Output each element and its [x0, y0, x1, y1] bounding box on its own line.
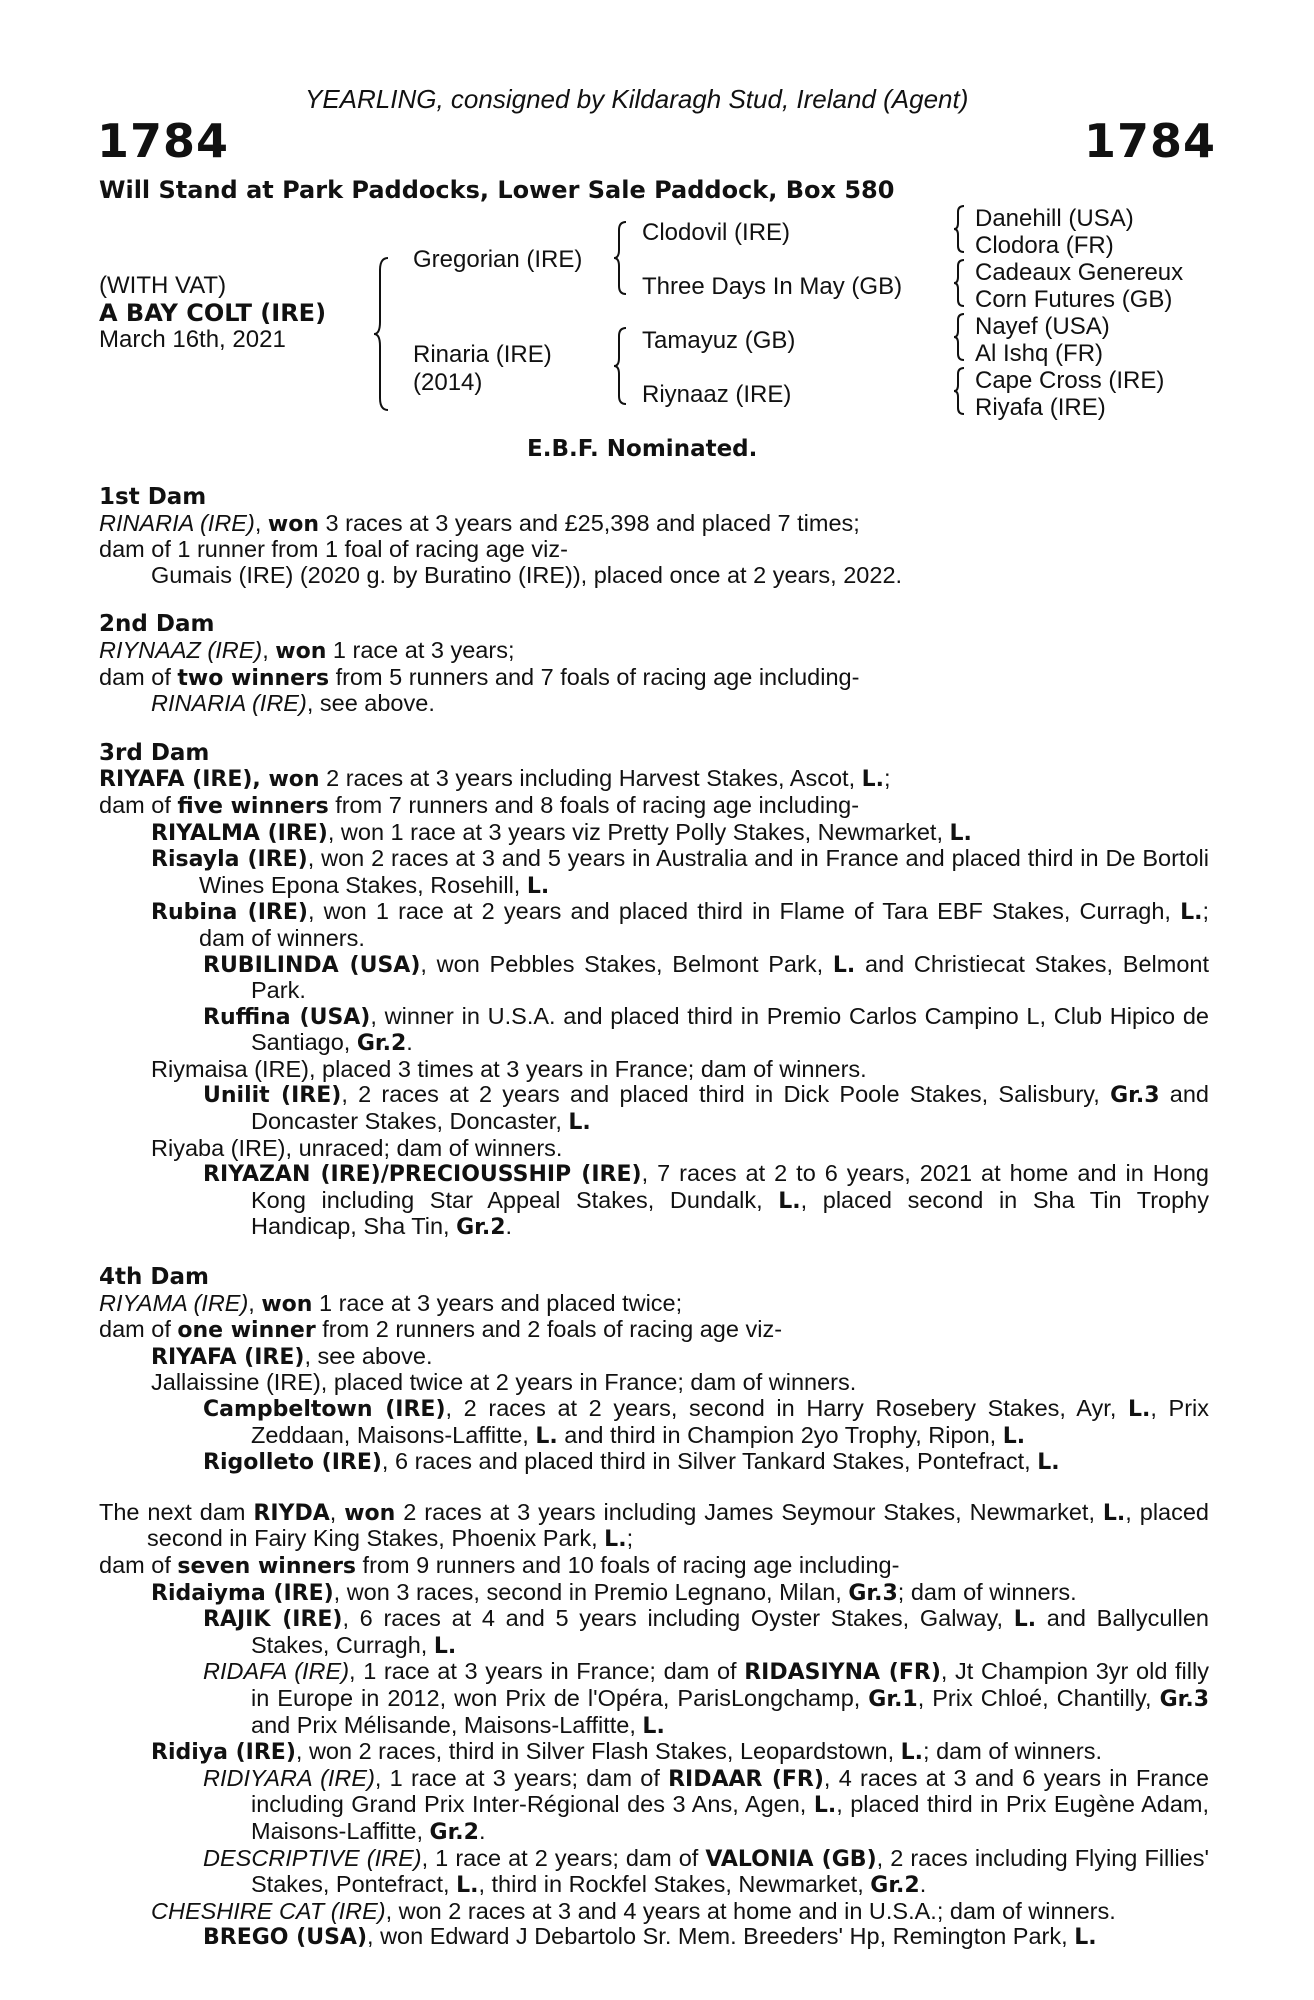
produce-entry: Unilit (IRE), 2 races at 2 years and placed third in Dick Poole Stakes, Salisbury, Gr.3 and Doncaster Stakes, Doncaster, L. [203, 1081, 1209, 1136]
produce-entry: BREGO (USA), won Edward J Debartolo Sr. Mem. Breeders' Hp, Remington Park, L. [203, 1923, 1097, 1951]
pedigree-brace-sd [952, 258, 968, 308]
lot-number-left: 1784 [97, 114, 230, 168]
pedigree-ddd: Riyafa (IRE) [975, 394, 1106, 421]
pedigree-dam: Rinaria (IRE) [413, 341, 552, 368]
first-dam-heading: 1st Dam [99, 484, 207, 510]
pedigree-sire-sire: Clodovil (IRE) [642, 219, 791, 246]
second-dam-line: RIYNAAZ (IRE), won 1 race at 3 years; [99, 636, 515, 664]
pedigree-dam-sire: Tamayuz (GB) [642, 327, 796, 354]
produce-entry: RIYAZAN (IRE)/PRECIOUSSHIP (IRE), 7 races at 2 to 6 years, 2021 at home and in Hong Kong including Star Appeal Stakes, Dundalk, L., placed second in Sha Tin Trophy Handicap, Sha Tin, Gr.2. [203, 1160, 1209, 1241]
pedigree-dam-year: (2014) [413, 369, 483, 396]
second-dam-heading: 2nd Dam [99, 611, 215, 638]
pedigree-brace-main [372, 256, 392, 412]
produce-entry: Rigolleto (IRE), 6 races and placed third in Silver Tankard Stakes, Pontefract, L. [203, 1448, 1060, 1476]
pedigree-dds: Cape Cross (IRE) [975, 367, 1165, 394]
produce-entry: DESCRIPTIVE (IRE), 1 race at 2 years; dam of VALONIA (GB), 2 races including Flying Fillies' Stakes, Pontefract, L., third in Rockfel Stakes, Newmarket, Gr.2. [203, 1844, 1209, 1899]
pedigree-brace-ss [952, 204, 968, 254]
produce-entry: Ruffina (USA), winner in U.S.A. and placed third in Premio Carlos Campino L, Club Hipico de Santiago, Gr.2. [203, 1002, 1209, 1057]
produce-entry: Riyaba (IRE), unraced; dam of winners. [151, 1134, 563, 1161]
produce-entry: Risayla (IRE), won 2 races at 3 and 5 years in Australia and in France and placed third in De Bortoli Wines Epona Stakes, Rosehill, L. [151, 845, 1209, 899]
catalogue-body [99, 485, 1209, 1951]
pedigree-brace-sire [612, 220, 630, 296]
first-dam-foal: Gumais (IRE) (2020 g. by Buratino (IRE)), placed once at 2 years, 2022. [151, 561, 903, 588]
pedigree-sire-dam: Three Days In May (GB) [642, 273, 903, 300]
produce-entry: Ridiya (IRE), won 2 races, third in Silver Flash Stakes, Leopardstown, L.; dam of winners. [151, 1738, 1102, 1766]
produce-entry: RUBILINDA (USA), won Pebbles Stakes, Belmont Park, L. and Christiecat Stakes, Belmont Park. [203, 950, 1209, 1004]
produce-entry: Campbeltown (IRE), 2 races at 2 years, second in Harry Rosebery Stakes, Ayr, L., Prix Zeddaan, Maisons-Laffitte, L. and third in Champion 2yo Trophy, Ripon, L. [203, 1395, 1210, 1449]
third-dam-produce: dam of five winners from 7 runners and 8 foals of racing age including- [99, 791, 860, 819]
produce-entry: RIDIYARA (IRE), 1 race at 3 years; dam of RIDAAR (FR), 4 races at 3 and 6 years in France including Grand Prix Inter-Régional des 3 Ans, Agen, L., placed third in Prix Eugène Adam, Maisons-Laffitte, Gr.2. [203, 1764, 1209, 1845]
fourth-dam-heading: 4th Dam [99, 1264, 209, 1291]
pedigree-dsd: Al Ishq (FR) [975, 340, 1104, 367]
pedigree-brace-ds [952, 312, 968, 362]
produce-entry: Riymaisa (IRE), placed 3 times at 3 years in France; dam of winners. [151, 1055, 867, 1082]
ebf-nominated: E.B.F. Nominated. [527, 436, 758, 462]
pedigree-dam-dam: Riynaaz (IRE) [642, 381, 792, 408]
pedigree-brace-dd [952, 366, 968, 416]
lot-number-right: 1784 [1084, 114, 1217, 168]
pedigree-dss: Nayef (USA) [975, 313, 1110, 340]
second-dam-produce: dam of two winners from 5 runners and 7 foals of racing age including- [99, 663, 860, 691]
produce-entry: RIDAFA (IRE), 1 race at 3 years in France; dam of RIDASIYNA (FR), Jt Champion 3yr old filly in Europe in 2012, won Prix de l'Opéra, ParisLongchamp, Gr.1, Prix Chloé, Chantilly, Gr.3 and Prix Mélisande, Maisons-Laffitte, L. [203, 1658, 1209, 1739]
pedigree-sire: Gregorian (IRE) [413, 246, 583, 273]
first-dam-produce: dam of 1 runner from 1 foal of racing age viz- [99, 536, 568, 563]
fourth-dam-line: RIYAMA (IRE), won 1 race at 3 years and placed twice; [99, 1289, 683, 1317]
pedigree-brace-dam [612, 326, 630, 406]
produce-entry: RIYAFA (IRE), see above. [151, 1342, 433, 1370]
second-dam-foal: RINARIA (IRE), see above. [151, 690, 435, 717]
produce-entry: Rubina (IRE), won 1 race at 2 years and placed third in Flame of Tara EBF Stakes, Curragh, L.; dam of winners. [151, 898, 1209, 951]
consignment-line: YEARLING, consigned by Kildaragh Stud, Ireland (Agent) [305, 84, 969, 114]
pedigree-sss: Danehill (USA) [975, 205, 1134, 232]
vat-note: (WITH VAT) [99, 272, 227, 299]
stand-location: Will Stand at Park Paddocks, Lower Sale Paddock, Box 580 [99, 176, 895, 204]
produce-entry: RIYALMA (IRE), won 1 race at 3 years viz Pretty Polly Stakes, Newmarket, L. [151, 818, 972, 846]
first-dam-line: RINARIA (IRE), won 3 races at 3 years and £25,398 and placed 7 times; [99, 509, 860, 537]
third-dam-heading: 3rd Dam [99, 739, 210, 766]
horse-dob: March 16th, 2021 [99, 326, 286, 353]
produce-entry: Ridaiyma (IRE), won 3 races, second in Premio Legnano, Milan, Gr.3; dam of winners. [151, 1578, 1077, 1606]
horse-name: A BAY COLT (IRE) [99, 299, 327, 327]
pedigree-sdd: Corn Futures (GB) [975, 286, 1173, 313]
produce-entry: CHESHIRE CAT (IRE), won 2 races at 3 and 4 years at home and in U.S.A.; dam of winners. [151, 1897, 1116, 1924]
third-dam-line: RIYAFA (IRE), won 2 races at 3 years including Harvest Stakes, Ascot, L.; [99, 765, 891, 793]
fourth-dam-produce: dam of one winner from 2 runners and 2 foals of racing age viz- [99, 1316, 783, 1344]
next-dam-line: The next dam RIYDA, won 2 races at 3 years including James Seymour Stakes, Newmarket, L., placed second in Fairy King Stakes, Phoenix Park, L.; [99, 1498, 1209, 1553]
produce-entry: RAJIK (IRE), 6 races at 4 and 5 years including Oyster Stakes, Galway, L. and Ballycullen Stakes, Curragh, L. [203, 1605, 1209, 1659]
pedigree-sds: Cadeaux Genereux [975, 259, 1184, 286]
pedigree-ssd: Clodora (FR) [975, 232, 1114, 259]
next-dam-produce: dam of seven winners from 9 runners and 10 foals of racing age including- [99, 1551, 900, 1579]
produce-entry: Jallaissine (IRE), placed twice at 2 years in France; dam of winners. [151, 1369, 857, 1396]
